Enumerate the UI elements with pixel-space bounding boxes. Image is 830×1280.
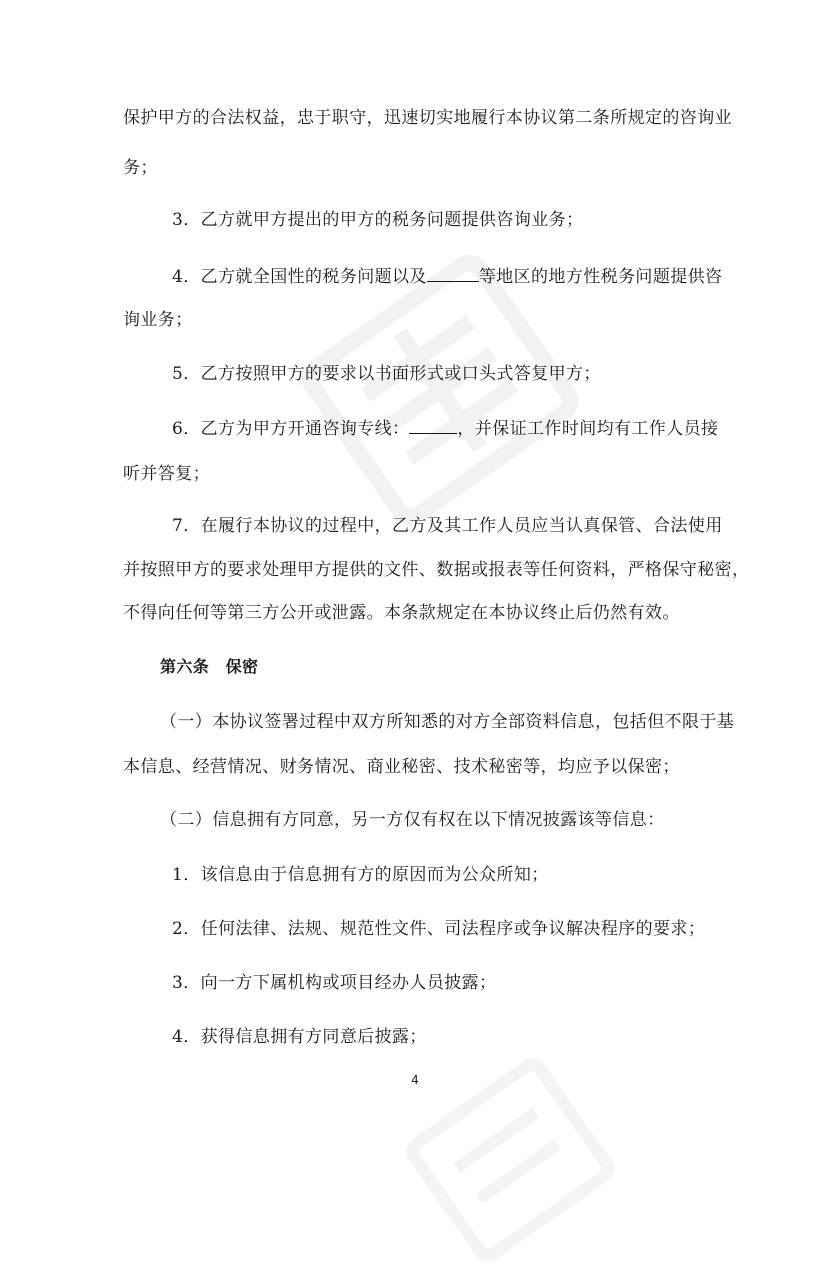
paragraph-line: 本信息、经营情况、财务情况、商业秘密、技术秘密等，均应予以保密；	[123, 757, 680, 777]
list-item-4-text: 4．乙方就全国性的税务问题以及	[172, 267, 427, 287]
paragraph-line: 听并答复；	[123, 464, 210, 484]
fill-in-blank-region	[427, 266, 479, 282]
sub-item-2: 2．任何法律、法规、规范性文件、司法程序或争议解决程序的要求；	[172, 919, 706, 939]
paragraph-line: 询业务；	[123, 310, 193, 330]
list-item-6	[172, 418, 718, 439]
sub-item-4: 4．获得信息拥有方同意后披露；	[172, 1027, 427, 1047]
list-item-5: 5．乙方按照甲方的要求以书面形式或口头式答复甲方；	[172, 364, 601, 384]
paragraph-line: 并按照甲方的要求处理甲方提供的文件、数据或报表等任何资料，严格保守秘密，	[123, 560, 750, 580]
article-heading: 第六条 保密	[160, 657, 259, 676]
list-item-7: 7．在履行本协议的过程中，乙方及其工作人员应当认真保管、合法使用	[172, 516, 723, 536]
clause-2: （二）信息拥有方同意，另一方仅有权在以下情况披露该等信息：	[160, 810, 665, 830]
sub-item-1: 1．该信息由于信息拥有方的原因而为公众所知；	[172, 865, 549, 885]
clause-1: （一）本协议签署过程中双方所知悉的对方全部资料信息，包括但不限于基	[160, 712, 735, 732]
list-item-3: 3．乙方就甲方提出的甲方的税务问题提供咨询业务；	[172, 210, 584, 230]
page-number: 4	[411, 1073, 419, 1087]
paragraph-line: 不得向任何等第三方公开或泄露。本条款规定在本协议终止后仍然有效。	[123, 603, 680, 623]
list-item-6-text-continued: ，并保证工作时间均有工作人员接	[457, 419, 719, 439]
fill-in-blank-hotline	[409, 418, 457, 434]
watermark-seal-icon-lower	[390, 1040, 630, 1280]
list-item-4	[172, 266, 722, 287]
list-item-6-text: 6．乙方为甲方开通咨询专线：	[172, 419, 410, 439]
list-item-4-text-continued: 等地区的地方性税务问题提供咨	[478, 267, 723, 287]
paragraph-line: 保护甲方的合法权益，忠于职守，迅速切实地履行本协议第二条所规定的咨询业	[123, 108, 732, 128]
sub-item-3: 3．向一方下属机构或项目经办人员披露；	[172, 973, 497, 993]
paragraph-line: 务；	[123, 158, 158, 178]
